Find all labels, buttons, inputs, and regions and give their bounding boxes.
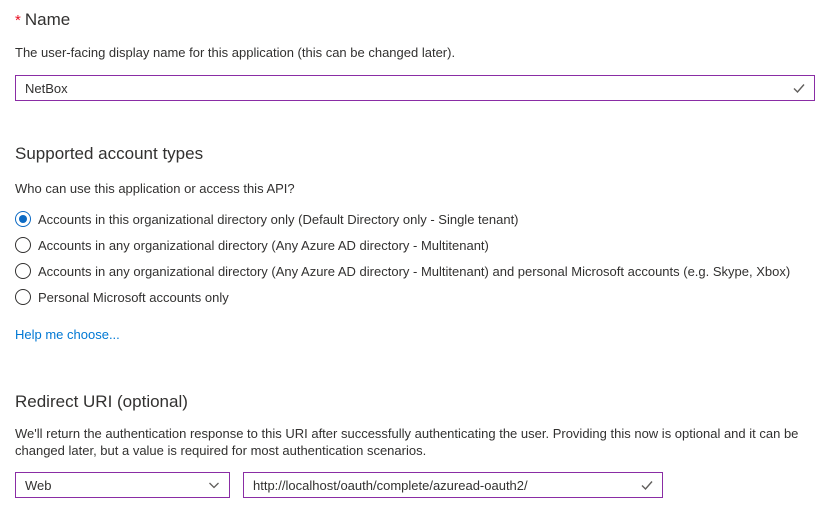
name-heading-label: Name	[24, 10, 71, 29]
radio-button-icon[interactable]	[15, 289, 31, 305]
name-input[interactable]	[15, 75, 815, 101]
redirect-uri-description: We'll return the authentication response to this URI after successfully authenticating the user. Providing this now is optional and it can be changed later, but a value is required for most authentication scenarios.	[15, 426, 799, 458]
radio-option-label: Accounts in this organizational directory only (Default Directory only - Single tenant)	[38, 211, 519, 227]
radio-option-label: Accounts in any organizational directory (Any Azure AD directory - Multitenant) and personal Microsoft accounts (e.g. Skype, Xbox)	[38, 263, 791, 279]
valid-checkmark-icon	[640, 478, 654, 492]
radio-button-icon[interactable]	[15, 237, 31, 253]
account-types-radio-group	[15, 206, 815, 310]
redirect-uri-row	[15, 472, 815, 498]
radio-option-label: Personal Microsoft accounts only	[38, 289, 229, 305]
valid-checkmark-icon	[792, 81, 806, 95]
radio-option-label: Accounts in any organizational directory (Any Azure AD directory - Multitenant)	[38, 237, 489, 253]
platform-select-value: Web	[25, 477, 52, 493]
name-description: The user-facing display name for this application (this can be changed later).	[15, 45, 456, 60]
radio-option-single-tenant[interactable]	[15, 206, 815, 232]
radio-button-icon[interactable]	[15, 211, 31, 227]
platform-select[interactable]	[15, 472, 230, 498]
help-me-choose-link[interactable]: Help me choose...	[15, 327, 120, 342]
redirect-uri-heading: Redirect URI (optional)	[15, 392, 188, 411]
radio-button-icon[interactable]	[15, 263, 31, 279]
radio-option-personal-only[interactable]	[15, 284, 815, 310]
redirect-uri-value: http://localhost/oauth/complete/azuread-oauth2/	[253, 477, 528, 493]
account-types-question: Who can use this application or access this API?	[15, 181, 295, 196]
required-marker: *	[15, 12, 21, 29]
name-section-heading	[15, 9, 815, 31]
account-types-heading: Supported account types	[15, 144, 204, 163]
radio-option-multitenant[interactable]	[15, 232, 815, 258]
chevron-down-icon	[207, 478, 221, 492]
redirect-uri-input[interactable]	[243, 472, 663, 498]
name-input-value: NetBox	[25, 80, 68, 96]
radio-option-multitenant-personal[interactable]	[15, 258, 815, 284]
